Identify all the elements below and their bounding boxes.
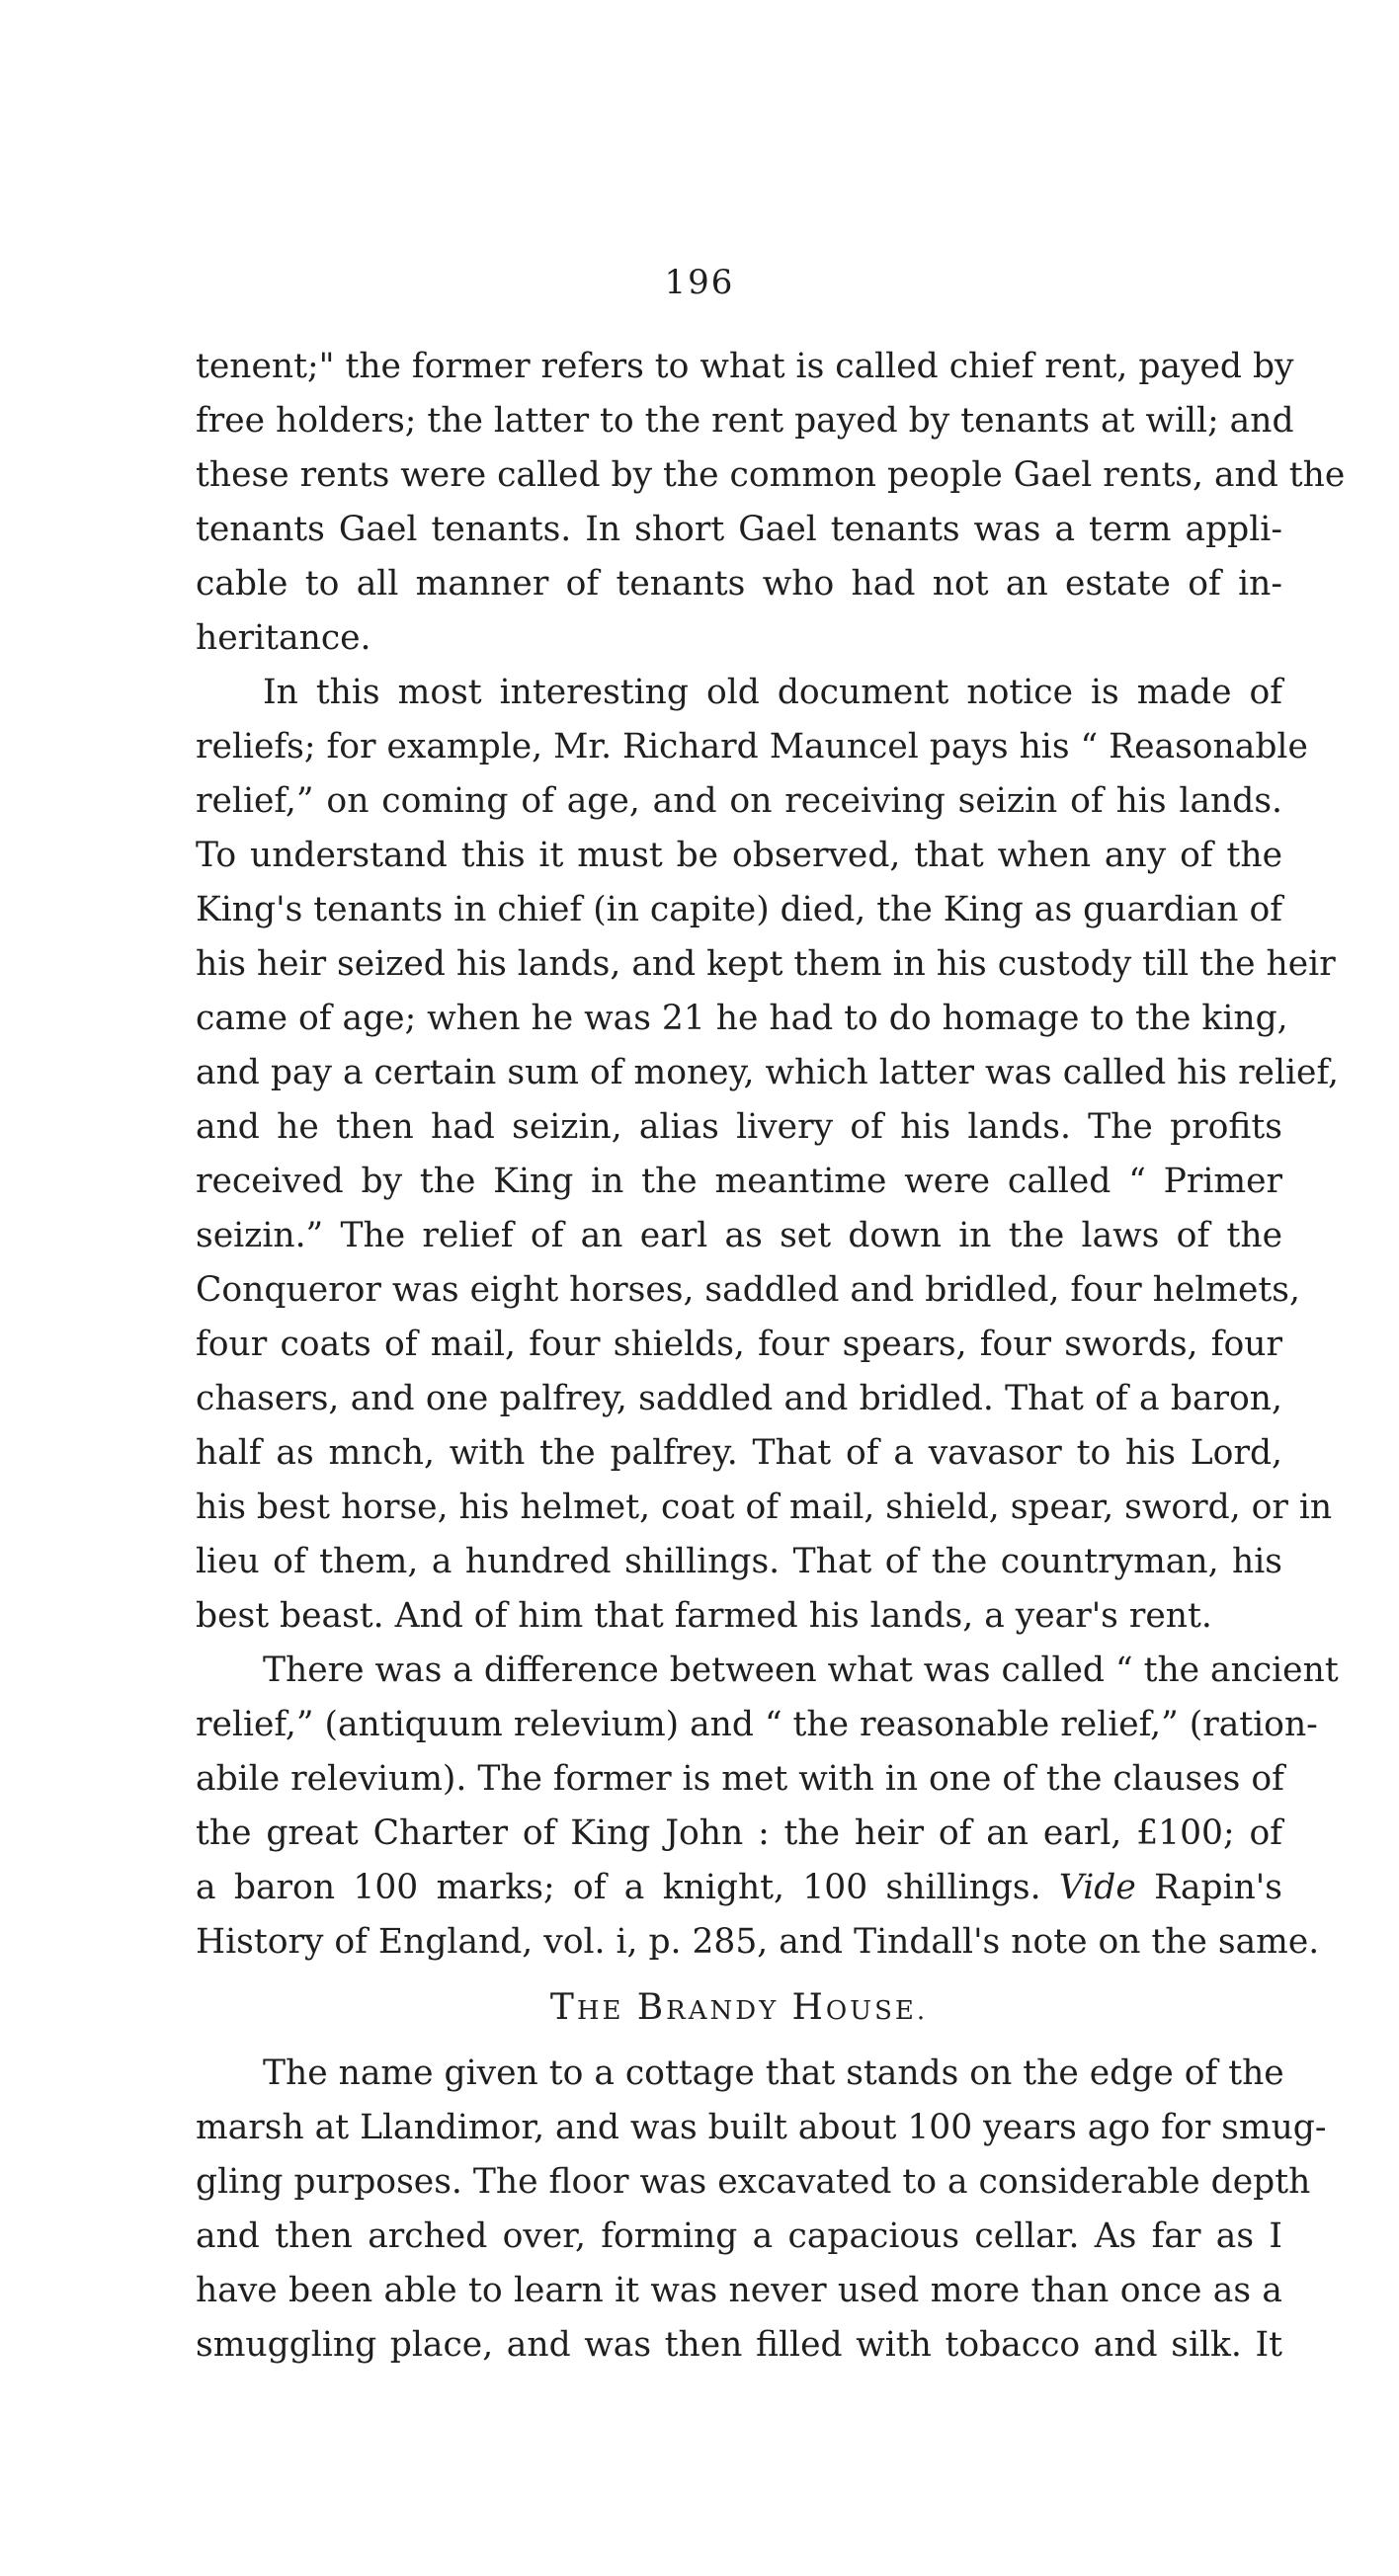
text-line: chasers, and one palfrey, saddled and bridled. That of a baron, — [196, 1379, 1282, 1418]
italic-vide: Vide — [1058, 1868, 1136, 1907]
text-line: received by the King in the meantime were called “ Primer — [196, 1162, 1282, 1201]
text-line: four coats of mail, four shields, four spears, four swords, four — [196, 1325, 1282, 1364]
text-line: reliefs; for example, Mr. Richard Mauncel pays his “ Reasonable — [196, 727, 1308, 766]
text-segment: a baron 100 marks; of a knight, 100 shillings. — [196, 1868, 1041, 1907]
text-line: the great Charter of King John : the heir of an earl, £100; of — [196, 1813, 1282, 1853]
text-line: cable to all manner of tenants who had not an estate of in- — [196, 564, 1282, 604]
text-line: abile relevium). The former is met with in one of the clauses of — [196, 1759, 1284, 1799]
text-line: his best horse, his helmet, coat of mail, shield, spear, sword, or in — [196, 1488, 1333, 1527]
text-line: these rents were called by the common people Gael rents, and the — [196, 455, 1346, 495]
text-line: The name given to a cottage that stands on the edge of the — [263, 2053, 1284, 2093]
text-segment: Rapin's — [1154, 1868, 1282, 1907]
text-line: To understand this it must be observed, that when any of the — [196, 836, 1282, 875]
text-line: gling purposes. The floor was excavated to a considerable depth — [196, 2162, 1311, 2202]
text-line: have been able to learn it was never used more than once as a — [196, 2271, 1282, 2310]
paragraph-ancient-relief — [196, 1644, 1339, 1970]
text-line: King's tenants in chief (in capite) died, the King as guardian of — [196, 890, 1282, 929]
text-line: tenent;" the former refers to what is called chief rent, payed by — [196, 347, 1294, 386]
text-line: Conqueror was eight horses, saddled and bridled, four helmets, — [196, 1270, 1300, 1310]
text-line: and he then had seizin, alias livery of his lands. The profits — [196, 1107, 1282, 1147]
text-line: half as mnch, with the palfrey. That of a vavasor to his Lord, — [196, 1433, 1282, 1473]
text-line: lieu of them, a hundred shillings. That of the countryman, his — [196, 1542, 1282, 1581]
section-heading: THE BRANDY HOUSE. — [549, 1987, 929, 2028]
paragraph-reliefs — [196, 666, 1339, 1644]
text-line: There was a difference between what was called “ the ancient — [263, 1650, 1339, 1690]
text-line: History of England, vol. i, p. 285, and Tindall's note on the same. — [196, 1922, 1320, 1962]
text-line: marsh at Llandimor, and was built about 100 years ago for smug- — [196, 2108, 1327, 2147]
text-line: In this most interesting old document notice is made of — [263, 673, 1282, 712]
page-number: 196 — [664, 263, 735, 302]
text-line: heritance. — [196, 618, 371, 658]
text-line: relief,” (antiquum relevium) and “ the reasonable relief,” (ration- — [196, 1705, 1318, 1744]
text-line-with-italic — [196, 1861, 1282, 1915]
text-line: seizin.” The relief of an earl as set down in the laws of the — [196, 1216, 1282, 1255]
text-line: came of age; when he was 21 he had to do homage to the king, — [196, 999, 1288, 1038]
text-line: relief,” on coming of age, and on receiving seizin of his lands. — [196, 781, 1282, 821]
text-line: smuggling place, and was then filled with tobacco and silk. It — [196, 2325, 1282, 2365]
text-line: his heir seized his lands, and kept them in his custody till the heir — [196, 944, 1336, 984]
text-line: and then arched over, forming a capacious cellar. As far as I — [196, 2216, 1282, 2256]
body-text — [196, 340, 1346, 2373]
text-line: and pay a certain sum of money, which latter was called his relief, — [196, 1053, 1339, 1092]
text-line: best beast. And of him that farmed his lands, a year's rent. — [196, 1596, 1212, 1636]
paragraph-gael-rents — [196, 340, 1346, 666]
text-line: tenants Gael tenants. In short Gael tenants was a term appli- — [196, 510, 1282, 549]
paragraph-brandy-house — [196, 2047, 1327, 2373]
text-line: free holders; the latter to the rent payed by tenants at will; and — [196, 401, 1294, 441]
